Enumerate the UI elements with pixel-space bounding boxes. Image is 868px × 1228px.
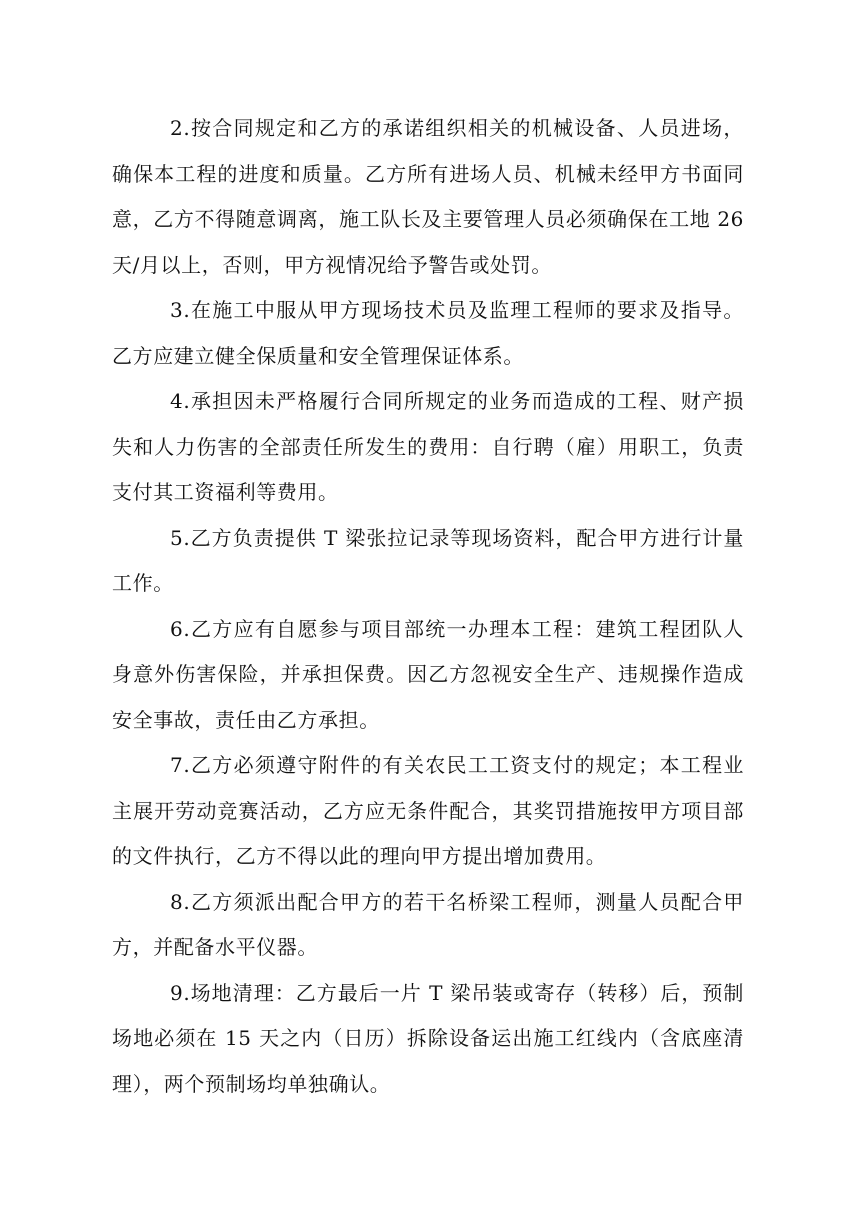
document-body [112, 106, 744, 1107]
clause-7: 7.乙方必须遵守附件的有关农民工工资支付的规定；本工程业主展开劳动竞赛活动，乙方应无条件配合，其奖罚措施按甲方项目部的文件执行，乙方不得以此的理向甲方提出增加费用。 [112, 753, 744, 868]
clause-5: 5.乙方负责提供 T 梁张拉记录等现场资料，配合甲方进行计量工作。 [112, 525, 744, 595]
clause-8: 8.乙方须派出配合甲方的若干名桥梁工程师，测量人员配合甲方，并配备水平仪器。 [112, 889, 744, 959]
clause-9: 9.场地清理：乙方最后一片 T 梁吊装或寄存（转移）后，预制场地必须在 15 天之内（日历）拆除设备运出施工红线内（含底座清理），两个预制场均单独确认。 [112, 980, 744, 1096]
clause-4: 4.承担因未严格履行合同所规定的业务而造成的工程、财产损失和人力伤害的全部责任所发生的费用：自行聘（雇）用职工，负责支付其工资福利等费用。 [112, 389, 744, 504]
clause-6: 6.乙方应有自愿参与项目部统一办理本工程：建筑工程团队人身意外伤害保险，并承担保费。因乙方忽视安全生产、违规操作造成安全事故，责任由乙方承担。 [112, 616, 744, 732]
clause-2: 2.按合同规定和乙方的承诺组织相关的机械设备、人员进场，确保本工程的进度和质量。乙方所有进场人员、机械未经甲方书面同意，乙方不得随意调离，施工队长及主要管理人员必须确保在工地 26 天/月以上，否则，甲方视情况给予警告或处罚。 [112, 116, 744, 277]
clause-3: 3.在施工中服从甲方现场技术员及监理工程师的要求及指导。乙方应建立健全保质量和安全管理保证体系。 [112, 298, 744, 368]
